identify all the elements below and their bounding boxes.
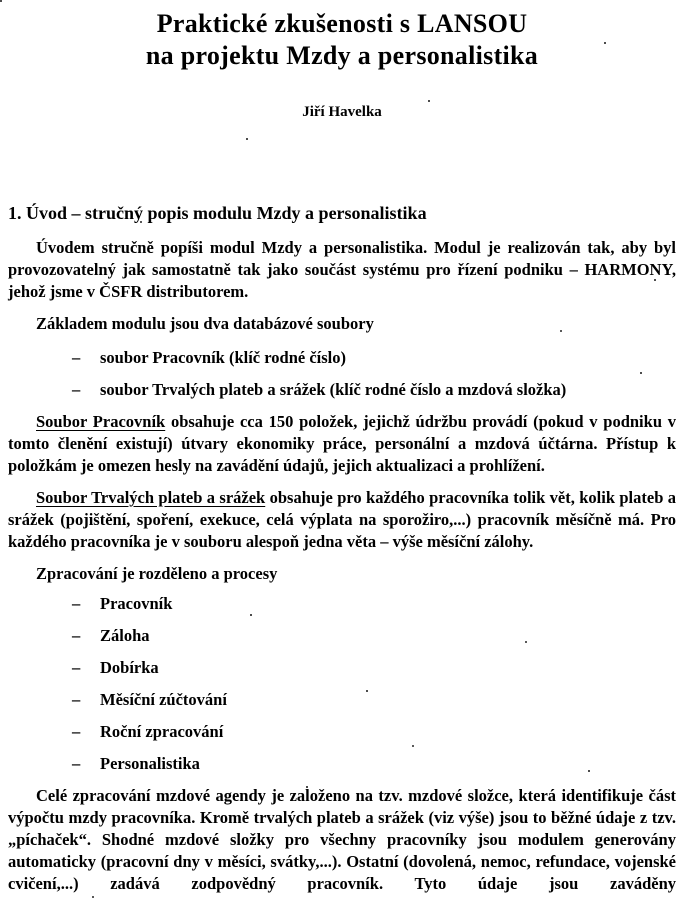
list-item bbox=[8, 721, 676, 743]
underlined-lead: Soubor Trvalých plateb a srážek bbox=[36, 488, 266, 507]
paragraph-mzdova-slozka: Celé zpracování mzdové agendy je založeno na tzv. mzdové složce, která identifikuje část výpočtu mzdy pracovníka. Kromě trvalých plateb a srážek (viz výše) jsou to běžné údaje z tzv. „píchaček“. Shodné mzdové složky pro všechny pracovníky jsou modulem generovány automaticky (pracovní dny v měsíci, svátky,...). Ostatní (dovolená, nemoc, refundace, vojenské cvičení,...) zadává zodpovědný pracovník. Tyto údaje jsou zaváděny bbox=[8, 786, 676, 893]
list-item-label: soubor Trvalých plateb a srážek (klíč rodné číslo a mzdová složka) bbox=[100, 380, 567, 399]
list-item bbox=[8, 347, 676, 369]
list-item bbox=[8, 753, 676, 775]
process-list bbox=[8, 593, 676, 775]
list-item-label: soubor Pracovník (klíč rodné číslo) bbox=[100, 348, 346, 367]
list-item bbox=[8, 657, 676, 679]
list-dash: – bbox=[72, 380, 81, 399]
list-dash: – bbox=[72, 658, 81, 677]
list-item-label: Pracovník bbox=[100, 594, 173, 613]
paragraph-trvale-platby bbox=[8, 487, 676, 553]
list-dash: – bbox=[72, 754, 81, 773]
list-item-label: Záloha bbox=[100, 626, 150, 645]
paragraph-rest: obsahuje pro každého pracovníka tolik vět, kolik plateb a srážek (pojištění, spoření, exekuce, celá výplata na sporožiro,...) pracovník měsíčně má. Pro každého pracovníka je v souboru alespoň jedna věta – výše měsíční zálohy. bbox=[8, 488, 676, 551]
paragraph-soubor-pracovnik bbox=[8, 411, 676, 477]
list-dash: – bbox=[72, 690, 81, 709]
section-heading: 1. Úvod – stručný popis modulu Mzdy a personalistika bbox=[8, 203, 427, 223]
list-item bbox=[8, 625, 676, 647]
list-item-label: Měsíční zúčtování bbox=[100, 690, 227, 709]
underlined-lead: Soubor Pracovník bbox=[36, 412, 166, 431]
paragraph-rest: obsahuje cca 150 položek, jejichž údržbu provádí (pokud v podniku v tomto členění existují) útvary ekonomiky práce, personální a mzdová účtárna. Přístup k položkám je omezen hesly na zavádění údajů, jejich aktualizaci a prohlížení. bbox=[8, 412, 676, 475]
list-item-label: Dobírka bbox=[100, 658, 159, 677]
list-dash: – bbox=[72, 722, 81, 741]
document-body bbox=[8, 237, 676, 895]
title-line-1: Praktické zkušenosti s LANSOU bbox=[156, 9, 528, 38]
list-dash: – bbox=[72, 594, 81, 613]
list-item-label: Personalistika bbox=[100, 754, 200, 773]
list-item bbox=[8, 593, 676, 615]
document-title bbox=[8, 8, 676, 72]
title-line-2: na projektu Mzdy a personalistika bbox=[145, 41, 539, 70]
paragraph-db-files-intro: Základem modulu jsou dva databázové soubory bbox=[36, 314, 374, 333]
list-item-label: Roční zpracování bbox=[100, 722, 224, 741]
list-dash: – bbox=[72, 348, 81, 367]
paragraph-intro: Úvodem stručně popíši modul Mzdy a personalistika. Modul je realizován tak, aby byl provozovatelný jak samostatně tak jako součást systému pro řízení podniku – HARMONY, jehož jsme v ČSFR distributorem. bbox=[8, 238, 676, 301]
list-item bbox=[8, 689, 676, 711]
db-files-list bbox=[8, 347, 676, 401]
paragraph-processes-intro: Zpracování je rozděleno a procesy bbox=[36, 564, 278, 583]
list-item bbox=[8, 379, 676, 401]
author-name: Jiří Havelka bbox=[302, 104, 382, 120]
list-dash: – bbox=[72, 626, 81, 645]
